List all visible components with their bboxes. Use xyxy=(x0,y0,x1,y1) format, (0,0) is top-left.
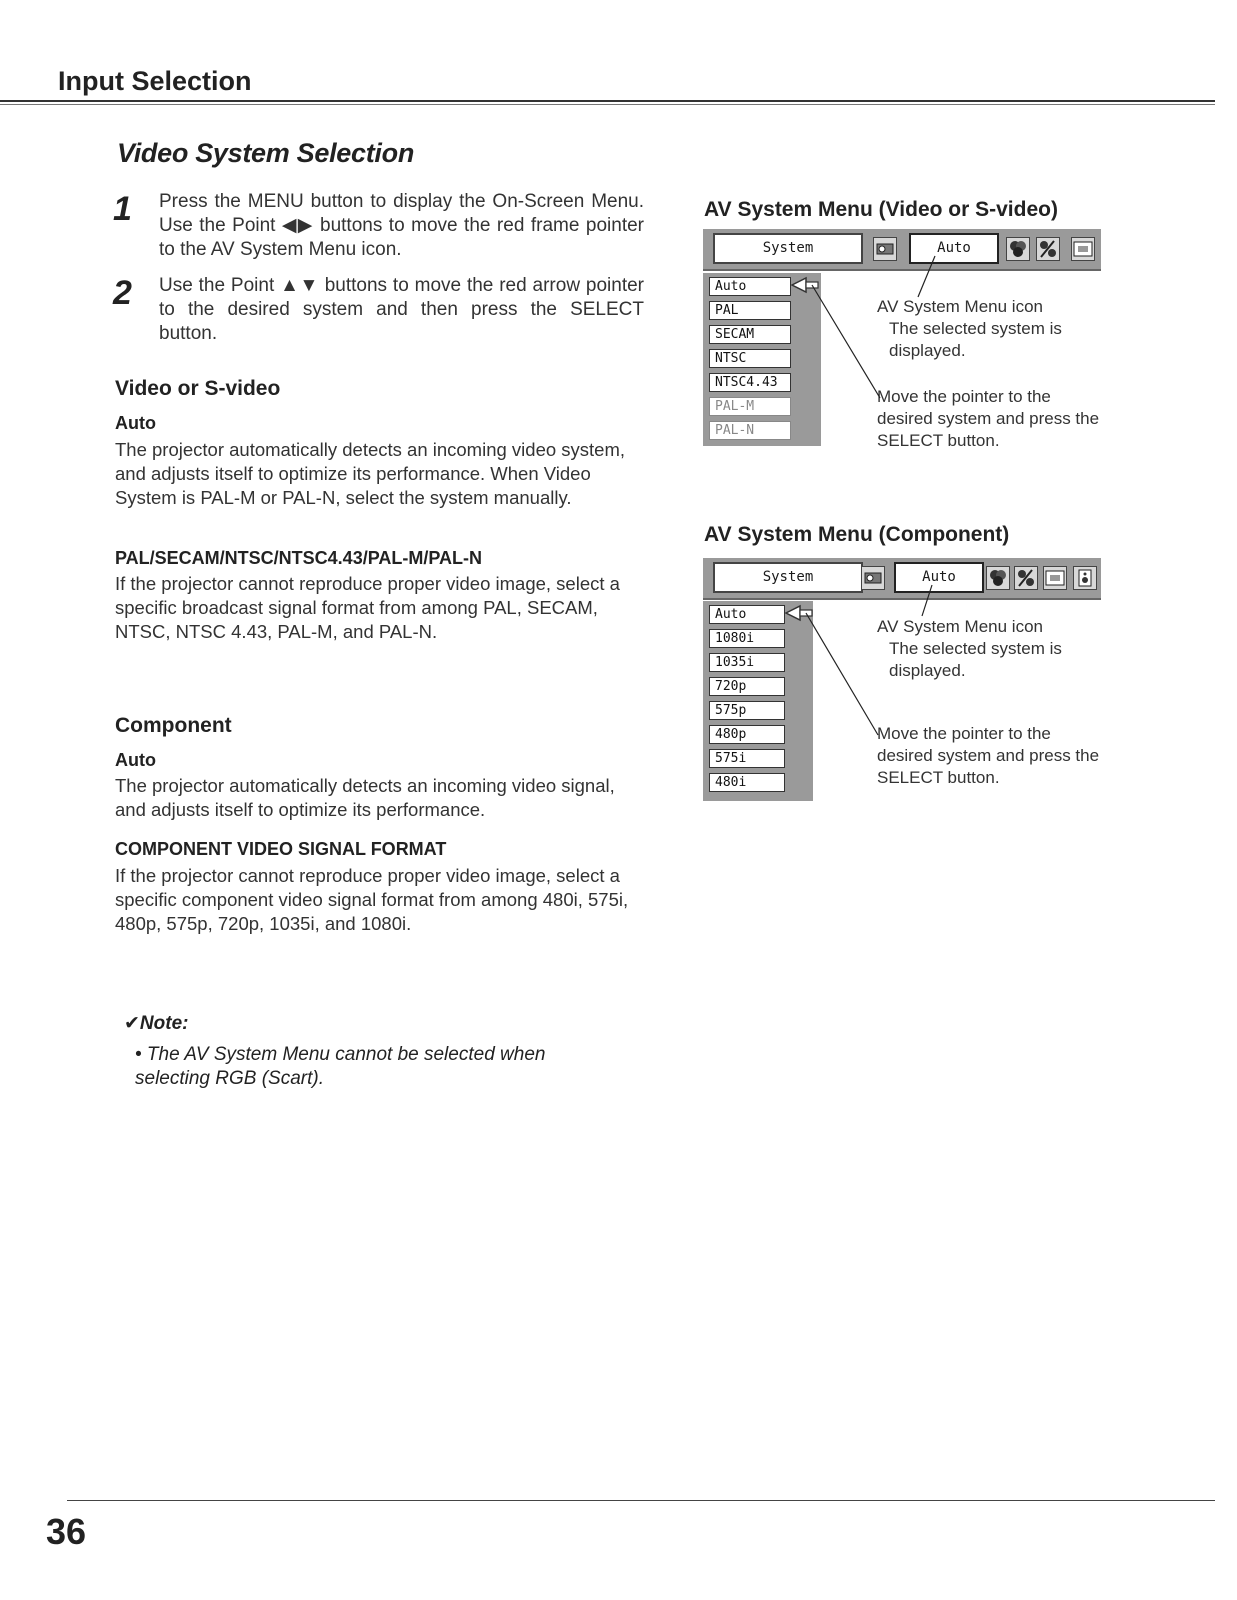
video-formats-heading: PAL/SECAM/NTSC/NTSC4.43/PAL-M/PAL-N xyxy=(115,548,483,568)
pointer-arrow-icon xyxy=(786,606,812,620)
pointer-arrow-icon xyxy=(792,278,818,292)
page-header-title: Input Selection xyxy=(58,66,252,96)
system-option-480i[interactable]: 480i xyxy=(709,773,785,792)
step-text: Use the Point ▲▼ buttons to move the red arrow pointer to the desired system and then press the SELECT button. xyxy=(159,275,644,344)
system-option-480p[interactable]: 480p xyxy=(709,725,785,744)
callout-component-pointer: Move the pointer to the desired system and press the SELECT button. xyxy=(877,724,1100,787)
system-option-720p[interactable]: 720p xyxy=(709,677,785,696)
callout-video-pointer: Move the pointer to the desired system and press the SELECT button. xyxy=(877,387,1100,450)
system-option-pal-m[interactable]: PAL-M xyxy=(709,397,791,416)
selected-system-display: Auto xyxy=(894,562,984,593)
section-title: Video System Selection xyxy=(117,138,415,168)
system-option-ntsc443[interactable]: NTSC4.43 xyxy=(709,373,791,392)
video-auto-text: The projector automatically detects an incoming video system, and adjusts itself to optimize its performance. When Video System is PAL-M or PAL-N, select the system manually. xyxy=(115,439,626,508)
component-formats-text: If the projector cannot reproduce proper video image, select a specific component video signal format from among 480i, 575i, 480p, 575p, 720p, 1035i, and 1080i. xyxy=(115,865,629,934)
page-number: 36 xyxy=(46,1511,87,1552)
component-formats-heading: COMPONENT VIDEO SIGNAL FORMAT xyxy=(115,839,447,859)
system-option-auto[interactable]: Auto xyxy=(709,277,791,296)
footer-rule xyxy=(67,1500,1215,1501)
system-option-575p[interactable]: 575p xyxy=(709,701,785,720)
video-formats-text: If the projector cannot reproduce proper video image, select a specific broadcast signal format from among PAL, SECAM, NTSC, NTSC 4.43, PAL-M, and PAL-N. xyxy=(115,573,620,642)
system-option-575i[interactable]: 575i xyxy=(709,749,785,768)
system-option-1035i[interactable]: 1035i xyxy=(709,653,785,672)
step-number: 1 xyxy=(113,190,132,228)
system-option-pal[interactable]: PAL xyxy=(709,301,791,320)
note-text: • The AV System Menu cannot be selected when selecting RGB (Scart). xyxy=(135,1044,546,1089)
callout-selected-label: The selected system is displayed. xyxy=(889,639,1062,680)
callout-icon-label: AV System Menu icon xyxy=(877,617,1043,636)
system-option-auto[interactable]: Auto xyxy=(709,605,785,624)
note-heading: ✔Note: xyxy=(124,1013,189,1034)
component-heading: Component xyxy=(115,714,232,737)
callout-selected-label: The selected system is displayed. xyxy=(889,319,1062,360)
component-auto-text: The projector automatically detects an incoming video signal, and adjusts itself to optimize its performance. xyxy=(115,775,615,820)
system-option-1080i[interactable]: 1080i xyxy=(709,629,785,648)
system-menu-label: System xyxy=(713,562,863,593)
step-text: Press the MENU button to display the On-Screen Menu. Use the Point ◀▶ buttons to move the red frame pointer to the AV System Menu icon. xyxy=(159,191,644,260)
selected-system-display: Auto xyxy=(909,233,999,264)
system-option-ntsc[interactable]: NTSC xyxy=(709,349,791,368)
figure-video-title: AV System Menu (Video or S-video) xyxy=(704,198,1058,221)
system-option-pal-n[interactable]: PAL-N xyxy=(709,421,791,440)
figure-component-title: AV System Menu (Component) xyxy=(704,523,1010,546)
system-option-secam[interactable]: SECAM xyxy=(709,325,791,344)
callout-icon-label: AV System Menu icon xyxy=(877,297,1043,316)
video-heading: Video or S-video xyxy=(115,377,281,400)
video-auto-heading: Auto xyxy=(115,413,156,433)
system-menu-label: System xyxy=(713,233,863,264)
step-number: 2 xyxy=(113,274,132,312)
component-auto-heading: Auto xyxy=(115,750,156,770)
